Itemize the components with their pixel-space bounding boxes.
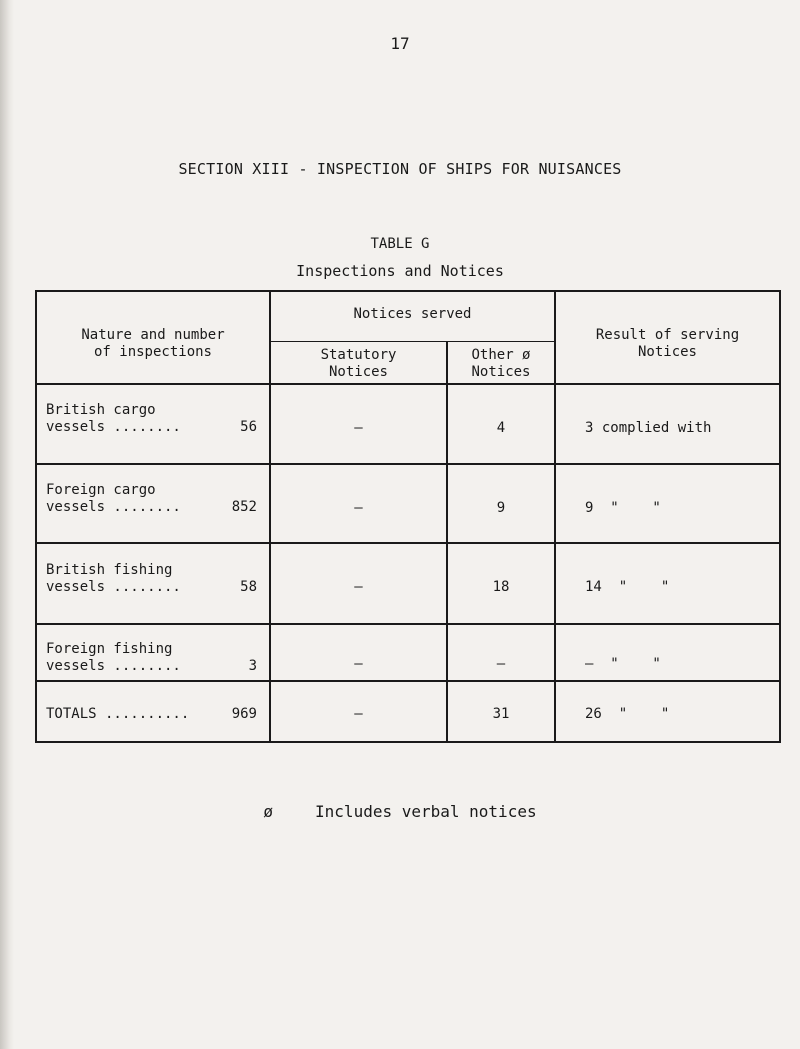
- row-divider: [37, 383, 779, 385]
- row-label-line2: vessels ........: [46, 658, 181, 674]
- header-result: [556, 327, 779, 361]
- row-number: 58: [240, 579, 257, 595]
- totals-statutory: –: [354, 706, 363, 722]
- row-label-line1: Foreign cargo: [46, 482, 156, 498]
- row-divider: [37, 542, 779, 544]
- row-result: – " ": [585, 656, 661, 672]
- table-row-nature: [46, 482, 261, 516]
- header-nature-line2: of inspections: [93, 344, 212, 360]
- row-number: 56: [240, 419, 257, 435]
- row-other: –: [496, 656, 506, 672]
- footnote-text: Includes verbal notices: [315, 802, 537, 821]
- header-result-line1: Result of serving: [595, 327, 740, 343]
- header-result-line2: Notices: [637, 344, 697, 360]
- row-label-line2: vessels ........: [46, 579, 181, 595]
- footnote-symbol: ø: [263, 802, 274, 821]
- row-statutory: –: [354, 579, 363, 595]
- header-nature: [37, 327, 269, 361]
- row-label-line2-wrap: [46, 658, 261, 675]
- table-row-nature: [46, 562, 261, 596]
- footnote: [0, 802, 800, 821]
- row-label-line2: vessels ........: [46, 499, 181, 515]
- row-statutory: –: [354, 656, 363, 672]
- table-subtitle: Inspections and Notices: [296, 262, 504, 280]
- table-row-nature: [46, 402, 261, 436]
- row-result: 14 " ": [585, 579, 670, 595]
- inspections-table: [35, 290, 781, 743]
- page-edge-shadow: [0, 0, 14, 1049]
- header-other-line1: Other ø: [471, 347, 531, 363]
- section-title: SECTION XIII - INSPECTION OF SHIPS FOR NUISANCES: [178, 160, 622, 178]
- totals-number: 969: [231, 706, 257, 722]
- row-divider: [37, 623, 779, 625]
- row-statutory: –: [354, 500, 363, 516]
- totals-label-wrap: [46, 706, 261, 723]
- row-number: 852: [231, 499, 257, 515]
- row-other: 4: [496, 420, 506, 436]
- table-row-nature: [46, 641, 261, 675]
- row-divider: [37, 680, 779, 682]
- header-statutory-line1: Statutory: [320, 347, 397, 363]
- row-result: 3 complied with: [585, 420, 712, 436]
- row-divider: [37, 463, 779, 465]
- row-label-line2-wrap: [46, 419, 261, 436]
- page-number: 17: [390, 34, 410, 53]
- row-other: 9: [496, 500, 506, 516]
- row-label-line2-wrap: [46, 499, 261, 516]
- row-statutory: –: [354, 420, 363, 436]
- header-notices-served: Notices served: [353, 306, 472, 322]
- totals-result: 26 " ": [585, 706, 670, 722]
- totals-label: TOTALS ..........: [46, 706, 190, 722]
- table-title: TABLE G: [370, 236, 430, 252]
- header-nature-line1: Nature and number: [81, 327, 225, 343]
- header-statutory-line2: Notices: [328, 364, 388, 380]
- header-other: [448, 347, 554, 381]
- row-result: 9 " ": [585, 500, 661, 516]
- row-label-line1: British cargo: [46, 402, 156, 418]
- header-divider: [269, 341, 556, 342]
- header-other-line2: Notices: [471, 364, 531, 380]
- row-other: 18: [492, 579, 510, 595]
- row-label-line1: British fishing: [46, 562, 173, 578]
- row-number: 3: [248, 658, 257, 674]
- row-label-line1: Foreign fishing: [46, 641, 173, 657]
- row-label-line2-wrap: [46, 579, 261, 596]
- totals-other: 31: [492, 706, 510, 722]
- row-label-line2: vessels ........: [46, 419, 181, 435]
- header-statutory: [271, 347, 446, 381]
